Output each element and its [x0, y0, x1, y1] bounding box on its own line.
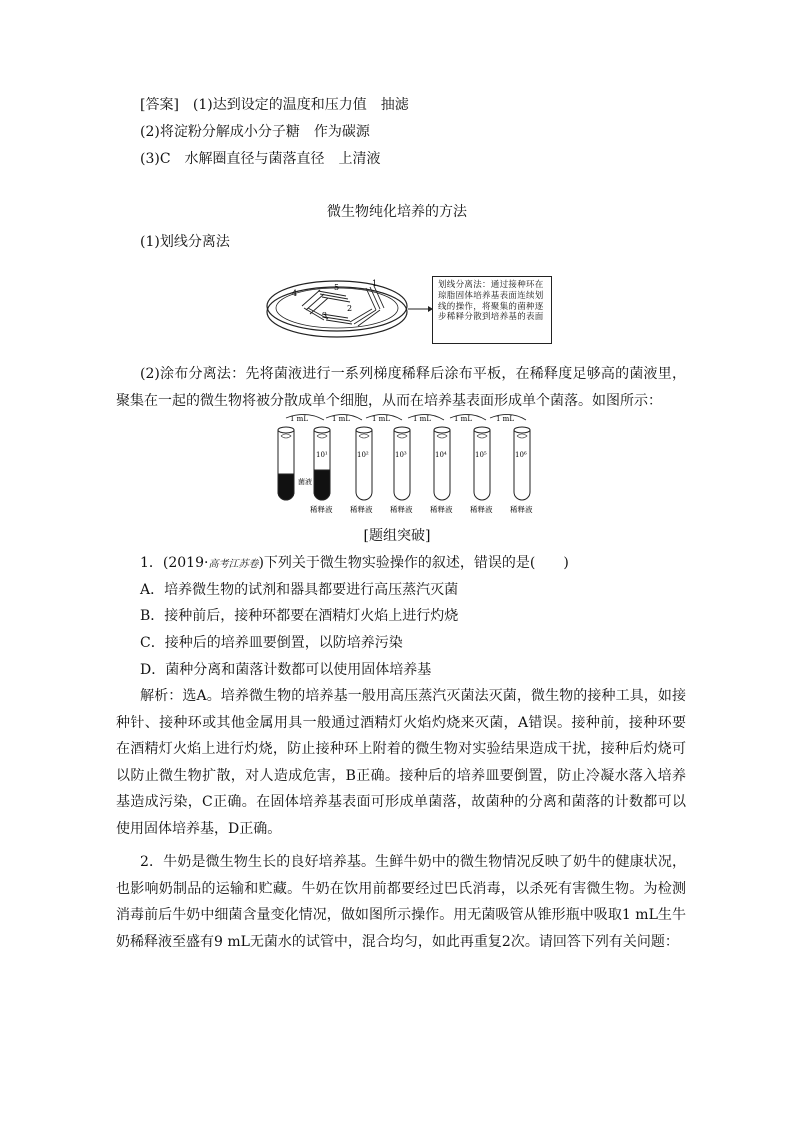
- diluent-label-4: 稀释液: [430, 505, 453, 514]
- tube-label-6: 10⁶: [515, 451, 527, 459]
- tube-label-1: 10¹: [316, 451, 328, 459]
- q1-analysis-content: 解析：选A。培养微生物的培养基一般用高压蒸汽灭菌法灭菌，微生物的接种工具，如接种针、接种环或其他金属用具一般通过酒精灯火焰灼烧来灭菌，A错误。接种前，接种环要在酒精灯火焰上进行灼烧，防止接种环上附着的微生物对实验结果造成干扰，接种后灼烧可以防止微生物扩散，对人造成危害，B正确。接种后的培养皿要倒置，防止冷凝水落入培养基造成污染，C正确。在固体培养基表面可形成单菌落，故菌种的分离和菌落的计数都可以使用固体培养基，D正确。: [116, 688, 686, 837]
- streak-number-5: 5: [334, 283, 340, 292]
- transfer-label-5: 1 mL: [454, 415, 472, 423]
- diluent-label-5: 稀释液: [470, 505, 493, 514]
- q1-option-c: C．接种后的培养皿要倒置，以防培养污染: [140, 635, 403, 651]
- tube-label-2: 10²: [357, 451, 369, 459]
- tube-label-4: 10⁴: [435, 451, 447, 459]
- q1-option-a: A．培养微生物的试剂和器具都要进行高压蒸汽灭菌: [140, 582, 459, 598]
- streak-number-1: 1: [372, 279, 378, 288]
- method2-text: [116, 361, 686, 414]
- transfer-label-3: 1 mL: [372, 415, 390, 423]
- method1-heading: (1)划线分离法: [140, 234, 230, 250]
- streak-number-3: 3: [322, 311, 328, 320]
- tube-label-5: 10⁵: [475, 451, 487, 459]
- answer-line-3: (3)C 水解圈直径与菌落直径 上清液: [140, 151, 381, 167]
- q2-text-content: 2．牛奶是微生物生长的良好培养基。生鲜牛奶中的微生物情况反映了奶牛的健康状况，也影响奶制品的运输和贮藏。牛奶在饮用前都要经过巴氏消毒，以杀死有害微生物。为检测消毒前后牛奶中细菌含量变化情况，做如图所示操作。用无菌吸管从锥形瓶中吸取1 mL生牛奶稀释液至盛有9 mL无菌水的试管中，混合均匀，如此再重复2次。请回答下列有关问题：: [116, 854, 686, 950]
- transfer-label-4: 1 mL: [413, 415, 431, 423]
- transfer-label-1: 1 mL: [290, 415, 308, 423]
- q1-prefix: 1．(2019·: [140, 555, 209, 571]
- diluent-label-1: 稀释液: [310, 505, 333, 514]
- group-title: [题组突破]: [363, 528, 431, 544]
- transfer-label-6: 1 mL: [496, 415, 514, 423]
- streak-description-box: 划线分离法：通过接种环在琼脂固体培养基表面连续划线的操作，将聚集的菌种逐步稀释分散到培养基的表面: [432, 276, 552, 344]
- diluent-label-2: 稀释液: [350, 505, 373, 514]
- dilution-diagram: [266, 412, 556, 522]
- transfer-label-2: 1 mL: [332, 415, 350, 423]
- answer-line-2: (2)将淀粉分解成小分子糖 作为碳源: [140, 124, 370, 140]
- diluent-label-6: 稀释液: [510, 505, 533, 514]
- tube-label-3: 10³: [395, 451, 407, 459]
- answer-line-1: [答案] (1)达到设定的温度和压力值 抽滤: [140, 97, 409, 113]
- bacteria-label: 菌液: [298, 478, 312, 486]
- streak-number-4: 4: [292, 289, 298, 298]
- diluent-label-3: 稀释液: [390, 505, 413, 514]
- q1-option-d: D．菌种分离和菌落计数都可以使用固体培养基: [140, 662, 432, 678]
- method2-text-content: (2)涂布分离法：先将菌液进行一系列梯度稀释后涂布平板，在稀释度足够高的菌液里，聚集在一起的微生物将被分散成单个细胞，从而在培养基表面形成单个菌落。如图所示：: [116, 366, 686, 409]
- q1-stem-text: )下列关于微生物实验操作的叙述，错误的是( ): [258, 555, 569, 571]
- q1-analysis: [116, 683, 686, 842]
- q2-text: [116, 849, 686, 955]
- streak-number-2: 2: [347, 304, 353, 313]
- q1-option-b: B．接种前后，接种环都要在酒精灯火焰上进行灼烧: [140, 608, 459, 624]
- q1-stem: [140, 553, 569, 575]
- section-title: 微生物纯化培养的方法: [327, 204, 467, 220]
- q1-source: 高考江苏卷: [208, 559, 259, 570]
